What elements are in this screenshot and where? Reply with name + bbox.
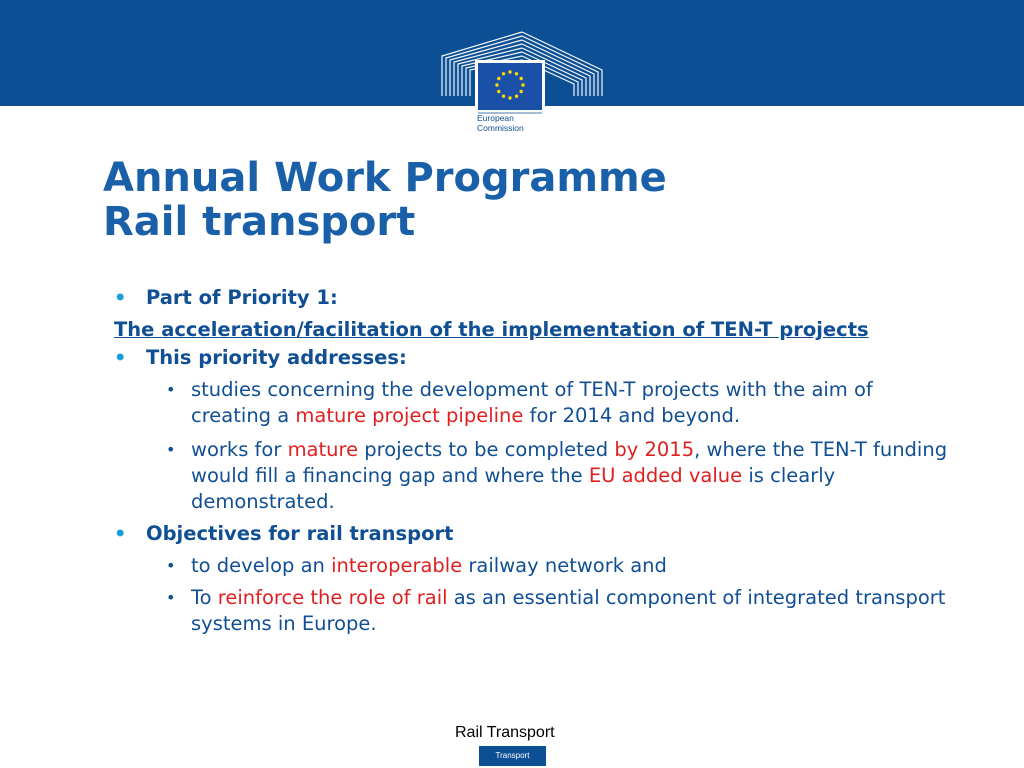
bullet-icon: • <box>114 522 127 545</box>
subbullet-studies <box>114 377 954 429</box>
bullet-objectives <box>114 521 954 547</box>
slide-title-line2: Rail transport <box>103 199 416 245</box>
highlight-mature-project-pipeline: mature project pipeline <box>295 404 524 427</box>
subbullet-works <box>114 437 954 515</box>
subbullet-reinforce-text1: To <box>191 586 218 609</box>
logo-text-line2: Commission <box>477 123 524 133</box>
subbullet-interoperable-text1: to develop an <box>191 554 332 577</box>
subbullet-icon: • <box>166 588 176 607</box>
slide-content <box>114 285 954 637</box>
bullet-icon: • <box>114 346 127 369</box>
highlight-interoperable: interoperable <box>331 554 463 577</box>
bullet-icon: • <box>114 286 127 309</box>
highlight-mature: mature <box>287 438 359 461</box>
footer-tag: Transport <box>479 746 546 766</box>
highlight-eu-added-value: EU added value <box>588 464 743 487</box>
bullet-addresses <box>114 345 954 371</box>
subbullet-works-text1: works for <box>191 438 288 461</box>
subbullet-icon: • <box>166 556 176 575</box>
priority-heading-text: The acceleration/facilitation of the implementation of TEN-T projects <box>114 318 869 341</box>
subbullet-interoperable <box>114 553 954 579</box>
slide-title <box>103 156 667 244</box>
subbullet-reinforce <box>114 585 954 637</box>
bullet-addresses-text: This priority addresses: <box>146 346 407 369</box>
subbullet-works-text3: , where the TEN-T funding would fill a financing gap and where the <box>191 438 948 487</box>
highlight-reinforce-role-of-rail: reinforce the role of rail <box>217 586 448 609</box>
subbullet-works-text4: is clearly demonstrated. <box>191 464 836 513</box>
bullet-priority <box>114 285 954 311</box>
subbullet-icon: • <box>166 440 176 459</box>
subbullet-studies-text1: studies concerning the development of TEN-T projects with the aim of creating a <box>191 378 873 427</box>
bullet-objectives-text: Objectives for rail transport <box>146 522 454 545</box>
subbullet-studies-text2: for 2014 and beyond. <box>523 404 741 427</box>
subbullet-interoperable-text2: railway network and <box>462 554 667 577</box>
highlight-by-2015: by 2015 <box>614 438 695 461</box>
subbullet-reinforce-text2: as an essential component of integrated transport systems in Europe. <box>191 586 946 635</box>
slide-title-line1: Annual Work Programme <box>103 155 667 201</box>
priority-heading <box>114 317 954 343</box>
logo-text-line1: European <box>477 113 514 123</box>
subbullet-icon: • <box>166 380 176 399</box>
logo-text <box>477 113 543 133</box>
footer-label: Rail Transport <box>455 724 555 741</box>
bullet-priority-text: Part of Priority 1: <box>146 286 338 309</box>
subbullet-works-text2: projects to be completed <box>358 438 615 461</box>
